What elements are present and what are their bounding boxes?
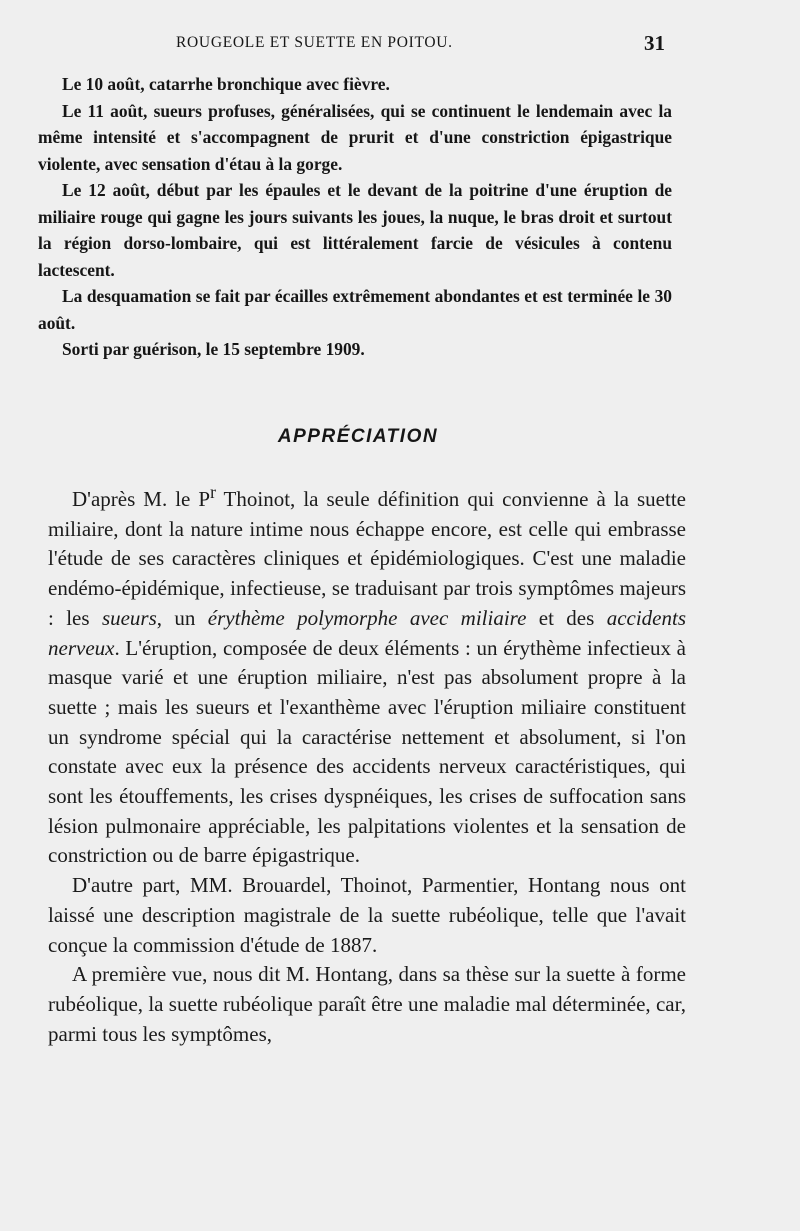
case-notes bbox=[38, 71, 672, 363]
section-heading: APPRÉCIATION bbox=[277, 426, 439, 447]
text-run: et des bbox=[526, 605, 607, 630]
body-paragraph bbox=[48, 478, 686, 871]
running-title: ROUGEOLE ET SUETTE EN POITOU. bbox=[176, 34, 453, 51]
text-run: Thoinot, la seule définition qui convienne à la suette miliaire, dont la nature intime nous échappe encore, est celle qui embrasse l'étude de ses caractères cliniques et épidémiologiques. C'est une maladie endémo-épidémique, infectieuse, se traduisant par trois symptômes majeurs : les bbox=[48, 487, 686, 630]
page-number: 31 bbox=[644, 31, 665, 55]
text-run: D'après M. le P bbox=[72, 487, 211, 511]
page-header bbox=[0, 31, 800, 58]
note-paragraph: Le 12 août, début par les épaules et le devant de la poitrine d'une éruption de miliaire rouge qui gagne les jours suivants les joues, la nuque, le bras droit et surtout la région dorso-lombaire, qui est littéralement farcie de vésicules à contenu lactescent. bbox=[38, 180, 672, 280]
body-paragraph: A première vue, nous dit M. Hontang, dans sa thèse sur la suette à forme rubéolique, la suette rubéolique paraît être une maladie mal déterminée, car, parmi tous les symptômes, bbox=[48, 962, 686, 1046]
body-text bbox=[48, 478, 686, 1049]
italic-term: sueurs bbox=[101, 605, 157, 630]
body-paragraph: D'autre part, MM. Brouardel, Thoinot, Parmentier, Hontang nous ont laissé une description magistrale de la suette rubéolique, telle que l'avait conçue la commission d'étude de 1887. bbox=[48, 873, 686, 957]
italic-term: accidents nerveux bbox=[48, 605, 686, 660]
note-paragraph: La desquamation se fait par écailles extrêmement abondantes et est terminée le 30 août. bbox=[38, 286, 672, 333]
superscript: r bbox=[210, 482, 216, 502]
italic-term: érythème polymorphe avec miliaire bbox=[207, 605, 527, 630]
note-paragraph: Sorti par guérison, le 15 septembre 1909. bbox=[62, 339, 365, 359]
text-run: . L'éruption, composée de deux éléments : un érythème infectieux à masque varié et une éruption miliaire, n'est pas absolument propre à la suette ; mais les sueurs et l'exanthème avec l'éruption miliaire constituent un syndrome spécial qui la caractérise nettement et absolument, si l'on constate avec eux la présence des accidents nerveux caractéristiques, qui sont les étouffements, les crises dyspnéiques, les crises de suffocation sans lésion pulmonaire appréciable, les palpitations violentes et la sensation de constriction ou de barre épigastrique. bbox=[48, 635, 686, 868]
note-paragraph: Le 11 août, sueurs profuses, généralisées, qui se continuent le lendemain avec la même intensité et s'accompagnent de prurit et d'une constriction épigastrique violente, avec sensation d'étau à la gorge. bbox=[38, 100, 672, 174]
text-run: , un bbox=[156, 605, 208, 630]
note-paragraph: Le 10 août, catarrhe bronchique avec fièvre. bbox=[62, 74, 390, 94]
